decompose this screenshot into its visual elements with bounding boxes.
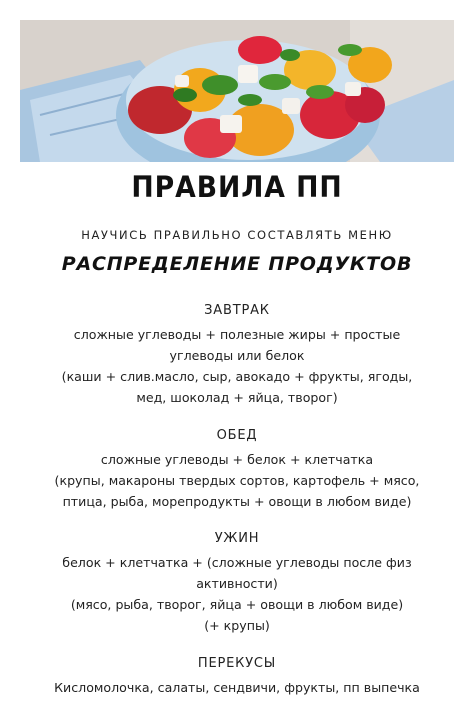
section-line: (каши + слив.масло, сыр, авокадо + фрукты, ягоды, [61, 369, 413, 384]
salad-illustration [20, 20, 454, 162]
section-title: УЖИН [214, 531, 260, 546]
section-line: сложные углеводы + белок + клетчатка [100, 452, 374, 467]
page-title: ПРАВИЛА ПП [131, 170, 343, 204]
section-title: ОБЕД [216, 428, 258, 443]
section-line: углеводы или белок [169, 348, 305, 363]
salad-photo [20, 20, 454, 162]
section-title: ПЕРЕКУСЫ [197, 656, 277, 671]
section-breakfast [0, 302, 474, 408]
section-line: активности) [196, 576, 278, 591]
section-lunch [0, 427, 474, 512]
section-line: (мясо, рыба, творог, яйца + овощи в любом виде) [70, 597, 404, 612]
section-dinner [0, 530, 474, 636]
section-snacks [0, 655, 474, 698]
section-heading: РАСПРЕДЕЛЕНИЕ ПРОДУКТОВ [61, 253, 413, 275]
section-line: белок + клетчатка + (сложные углеводы после физ [62, 555, 412, 570]
section-line: (крупы, макароны твердых сортов, картофель + мясо, [54, 473, 420, 488]
section-line: сложные углеводы + полезные жиры + простые [73, 327, 401, 342]
page-subtitle: НАУЧИСЬ ПРАВИЛЬНО СОСТАВЛЯТЬ МЕНЮ [81, 228, 393, 242]
section-line: мед, шоколад + яйца, творог) [136, 390, 338, 405]
section-line: птица, рыба, морепродукты + овощи в любом виде) [62, 494, 412, 509]
section-line: (+ крупы) [204, 618, 270, 633]
section-title: ЗАВТРАК [204, 303, 270, 318]
section-line: Кисломолочка, салаты, сендвичи, фрукты, пп выпечка [54, 680, 420, 695]
